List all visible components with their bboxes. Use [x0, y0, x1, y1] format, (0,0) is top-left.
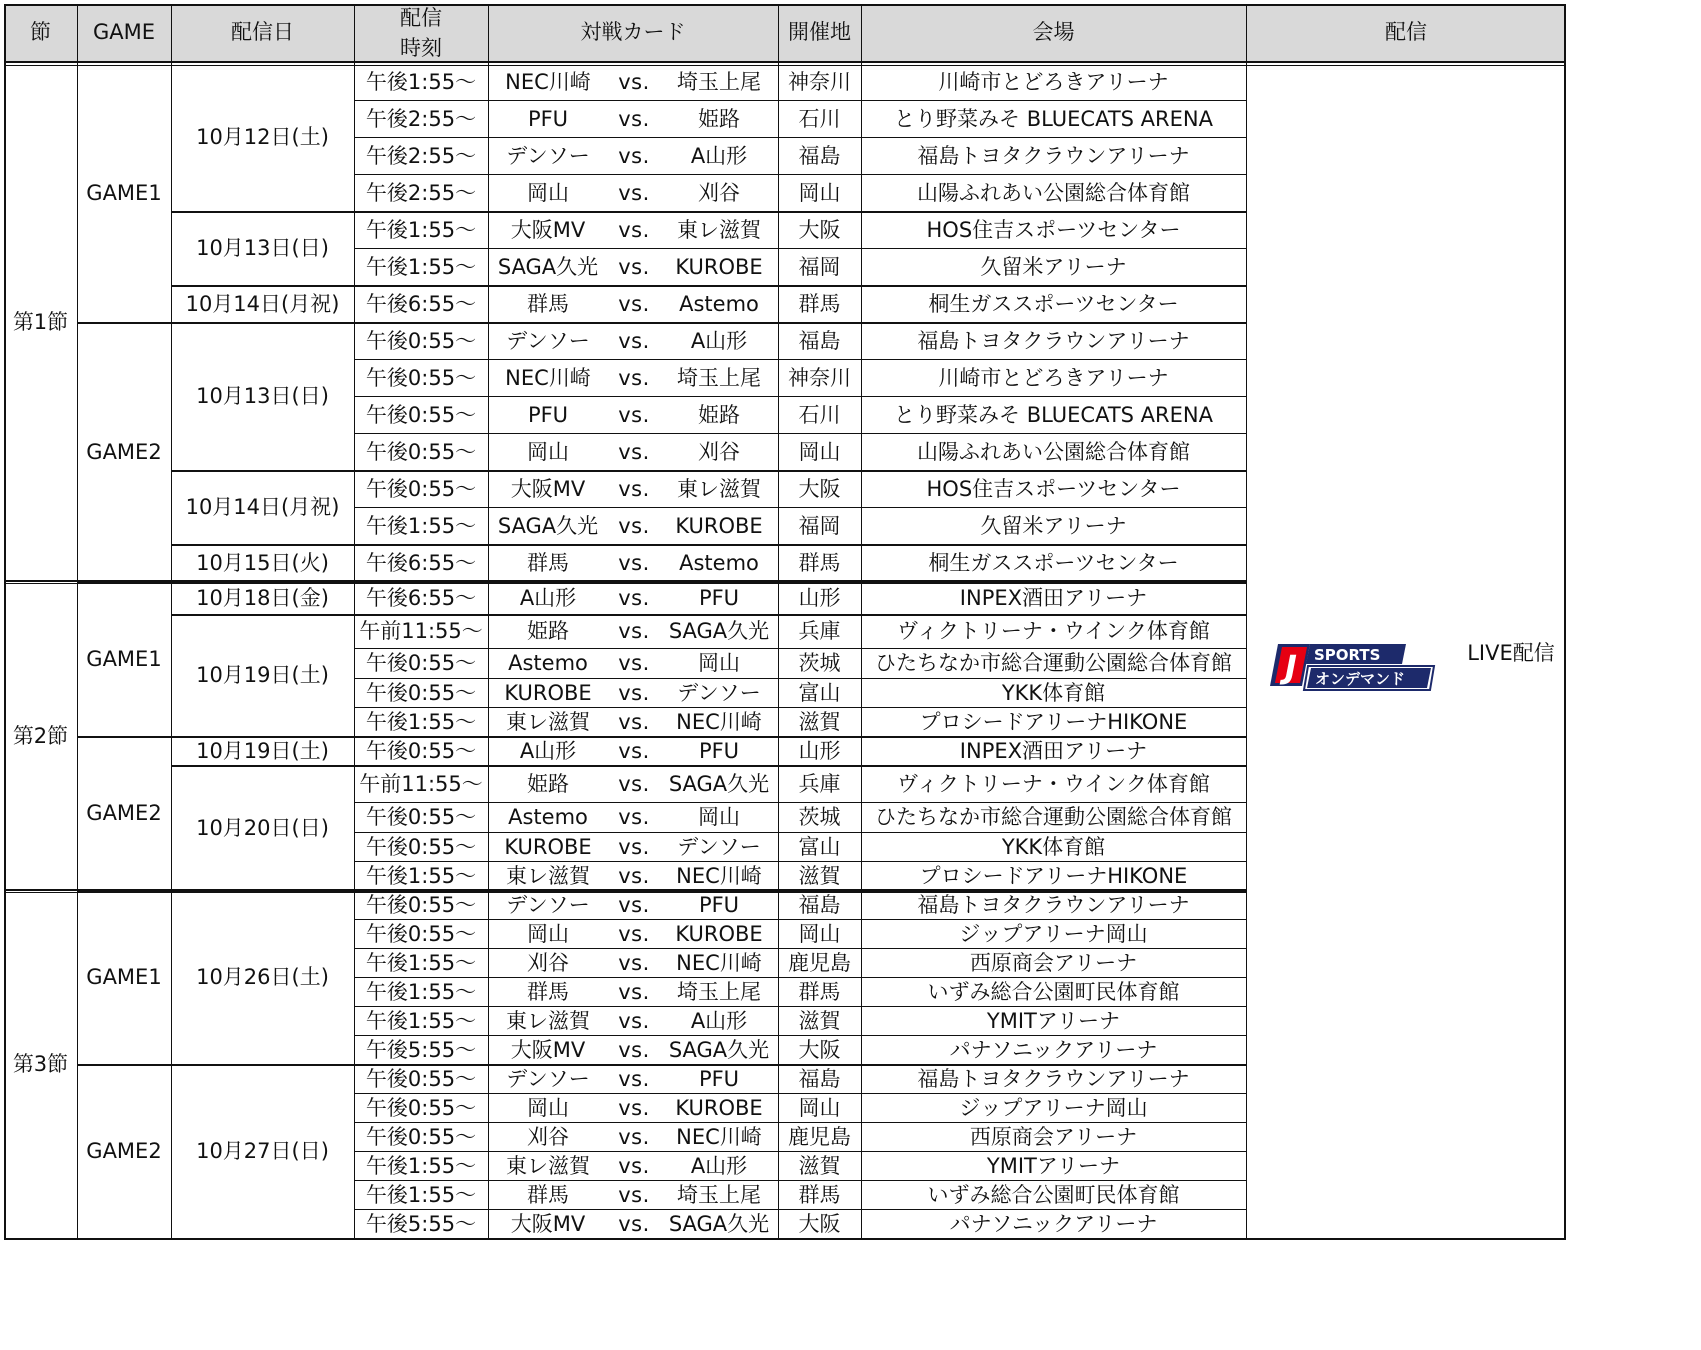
match-region: 石川 [798, 402, 841, 427]
match-venue: ひたちなか市総合運動公園総合体育館 [875, 805, 1232, 830]
broadcast-date: 10月19日(土) [196, 738, 329, 763]
home-team: 刈谷 [527, 1124, 569, 1149]
away-team: PFU [698, 738, 740, 763]
match-venue: YKK体育館 [1001, 680, 1106, 705]
home-team: 大阪MV [510, 476, 586, 501]
column-divider [171, 4, 172, 1239]
match-time: 午後1:55～ [365, 1153, 477, 1178]
home-team: NEC川崎 [505, 365, 591, 390]
match-time: 午後0:55～ [365, 738, 477, 763]
home-team: 東レ滋賀 [506, 863, 590, 888]
broadcast-date: 10月20日(日) [196, 815, 329, 840]
match-time: 午後1:55～ [365, 1008, 477, 1033]
header-time-line1: 配信 [400, 6, 442, 30]
match-venue: INPEX酒田アリーナ [959, 738, 1148, 763]
match-region: 富山 [798, 680, 841, 705]
match-region: 茨城 [798, 651, 841, 676]
round-label: 第2節 [12, 723, 69, 748]
broadcast-date: 10月15日(火) [196, 550, 329, 575]
match-region: 群馬 [798, 1182, 841, 1207]
match-venue: プロシードアリーナHIKONE [919, 863, 1188, 888]
vs-label: vs. [618, 402, 650, 427]
match-time: 午後2:55～ [365, 106, 477, 131]
match-region: 群馬 [798, 291, 841, 316]
vs-label: vs. [618, 328, 650, 353]
header-time-line2: 時刻 [400, 36, 442, 60]
home-team: 姫路 [527, 771, 569, 796]
away-team: 埼玉上尾 [677, 979, 761, 1004]
away-team: 埼玉上尾 [677, 69, 761, 94]
header-date: 配信日 [171, 4, 354, 62]
match-venue: YMITアリーナ [986, 1153, 1121, 1178]
match-region: 大阪 [798, 1211, 841, 1236]
match-time: 午前11:55～ [359, 771, 483, 796]
away-team: デンソー [677, 834, 761, 859]
away-team: SAGA久光 [668, 1211, 770, 1236]
match-venue: 福島トヨタクラウンアリーナ [917, 143, 1190, 168]
match-venue: いずみ総合公園町民体育館 [927, 979, 1180, 1004]
home-team: 群馬 [527, 1182, 569, 1207]
home-team: デンソー [506, 328, 590, 353]
game-label: GAME2 [86, 801, 162, 826]
match-time: 午後0:55～ [365, 834, 477, 859]
vs-label: vs. [618, 1066, 650, 1091]
match-venue: HOS住吉スポーツセンター [926, 217, 1181, 242]
match-time: 午後0:55～ [365, 365, 477, 390]
frame-bottom [4, 1238, 1566, 1240]
match-time: 午後0:55～ [365, 402, 477, 427]
away-team: PFU [698, 1066, 740, 1091]
broadcast-date: 10月13日(日) [196, 384, 329, 409]
broadcast-date: 10月13日(日) [196, 236, 329, 261]
match-region: 石川 [798, 106, 841, 131]
header-time [354, 4, 488, 62]
match-venue: 福島トヨタクラウンアリーナ [917, 892, 1190, 917]
away-team: Astemo [679, 291, 759, 316]
away-team: 刈谷 [698, 439, 740, 464]
match-venue: パナソニックアリーナ [949, 1037, 1158, 1062]
match-region: 滋賀 [798, 709, 841, 734]
match-venue: いずみ総合公園町民体育館 [927, 1182, 1180, 1207]
broadcast-date: 10月26日(土) [196, 965, 329, 990]
match-venue: 山陽ふれあい公園総合体育館 [917, 439, 1190, 464]
match-venue: YKK体育館 [1001, 834, 1106, 859]
home-team: 東レ滋賀 [506, 709, 590, 734]
match-time: 午後0:55～ [365, 1066, 477, 1091]
match-region: 滋賀 [798, 863, 841, 888]
match-time: 午後0:55～ [365, 328, 477, 353]
vs-label: vs. [618, 738, 650, 763]
home-team: PFU [527, 106, 569, 131]
header-bottom-inner [4, 65, 1566, 66]
home-team: Astemo [508, 651, 588, 676]
match-time: 午後5:55～ [365, 1037, 477, 1062]
away-team: 埼玉上尾 [677, 1182, 761, 1207]
match-time: 午後1:55～ [365, 979, 477, 1004]
match-region: 山形 [798, 585, 841, 610]
away-team: SAGA久光 [668, 619, 770, 644]
match-region: 岡山 [798, 921, 841, 946]
match-time: 午後0:55～ [365, 476, 477, 501]
match-region: 福島 [798, 143, 841, 168]
column-divider [778, 4, 779, 1239]
match-region: 岡山 [798, 439, 841, 464]
vs-label: vs. [618, 1124, 650, 1149]
header-bottom [4, 61, 1566, 63]
match-venue: 久留米アリーナ [980, 254, 1127, 279]
vs-label: vs. [618, 550, 650, 575]
vs-label: vs. [618, 863, 650, 888]
home-team: 群馬 [527, 979, 569, 1004]
vs-label: vs. [618, 106, 650, 131]
away-team: KUROBE [675, 254, 763, 279]
game-label: GAME1 [86, 965, 162, 990]
column-divider [1246, 4, 1247, 1239]
away-team: 姫路 [698, 106, 740, 131]
header-matchup: 対戦カード [488, 4, 778, 62]
match-time: 午後1:55～ [365, 254, 477, 279]
frame-top [4, 4, 1566, 6]
match-venue: ジップアリーナ岡山 [959, 921, 1148, 946]
home-team: Astemo [508, 805, 588, 830]
match-venue: INPEX酒田アリーナ [959, 585, 1148, 610]
vs-label: vs. [618, 651, 650, 676]
column-divider [488, 4, 489, 1239]
match-venue: HOS住吉スポーツセンター [926, 476, 1181, 501]
round-label: 第1節 [12, 310, 69, 335]
match-time: 午後0:55～ [365, 892, 477, 917]
match-time: 午後1:55～ [365, 863, 477, 888]
match-venue: 川崎市とどろきアリーナ [938, 365, 1169, 390]
match-region: 茨城 [798, 805, 841, 830]
match-venue: ひたちなか市総合運動公園総合体育館 [875, 651, 1232, 676]
vs-label: vs. [618, 439, 650, 464]
home-team: KUROBE [504, 834, 592, 859]
match-venue: ヴィクトリーナ・ウインク体育館 [897, 619, 1210, 644]
match-time: 午後6:55～ [365, 585, 477, 610]
away-team: 姫路 [698, 402, 740, 427]
broadcast-date: 10月12日(土) [196, 125, 329, 150]
column-divider [1564, 4, 1566, 1239]
match-venue: とり野菜みそ BLUECATS ARENA [894, 106, 1213, 131]
game-label: GAME1 [86, 646, 162, 671]
match-venue: 桐生ガススポーツセンター [928, 291, 1179, 316]
away-team: 埼玉上尾 [677, 365, 761, 390]
match-region: 兵庫 [798, 619, 841, 644]
match-time: 午後0:55～ [365, 680, 477, 705]
match-venue: 久留米アリーナ [980, 513, 1127, 538]
match-region: 兵庫 [798, 771, 841, 796]
match-venue: 西原商会アリーナ [969, 1124, 1138, 1149]
away-team: PFU [698, 585, 740, 610]
vs-label: vs. [618, 1037, 650, 1062]
match-time: 午後0:55～ [365, 805, 477, 830]
column-divider [77, 4, 78, 1239]
vs-label: vs. [618, 217, 650, 242]
match-venue: プロシードアリーナHIKONE [919, 709, 1188, 734]
match-region: 富山 [798, 834, 841, 859]
j-sports-ondemand-logo [1268, 640, 1436, 694]
match-region: 福岡 [798, 513, 841, 538]
match-region: 岡山 [798, 180, 841, 205]
match-time: 午後1:55～ [365, 217, 477, 242]
vs-label: vs. [618, 771, 650, 796]
game-label: GAME2 [86, 1139, 162, 1164]
vs-label: vs. [618, 619, 650, 644]
logo-j-text: J [1285, 648, 1297, 686]
away-team: A山形 [690, 1008, 748, 1033]
home-team: SAGA久光 [497, 513, 599, 538]
home-team: 岡山 [527, 1095, 569, 1120]
match-time: 午後1:55～ [365, 950, 477, 975]
header-venue: 会場 [861, 4, 1246, 62]
match-venue: 山陽ふれあい公園総合体育館 [917, 180, 1190, 205]
match-region: 福島 [798, 1066, 841, 1091]
round-label: 第3節 [12, 1052, 69, 1077]
home-team: A山形 [519, 585, 577, 610]
vs-label: vs. [618, 892, 650, 917]
away-team: デンソー [677, 680, 761, 705]
home-team: 姫路 [527, 619, 569, 644]
header-setsu: 節 [4, 4, 77, 62]
live-stream-label: LIVE配信 [1467, 641, 1555, 666]
match-time: 午後1:55～ [365, 513, 477, 538]
match-venue: とり野菜みそ BLUECATS ARENA [894, 402, 1213, 427]
away-team: KUROBE [675, 513, 763, 538]
match-time: 午後0:55～ [365, 651, 477, 676]
home-team: 大阪MV [510, 217, 586, 242]
vs-label: vs. [618, 834, 650, 859]
broadcast-date: 10月19日(土) [196, 663, 329, 688]
away-team: NEC川崎 [676, 709, 762, 734]
home-team: 大阪MV [510, 1211, 586, 1236]
away-team: NEC川崎 [676, 1124, 762, 1149]
match-venue: 川崎市とどろきアリーナ [938, 69, 1169, 94]
home-team: 岡山 [527, 180, 569, 205]
column-divider [861, 4, 862, 1239]
vs-label: vs. [618, 585, 650, 610]
vs-label: vs. [618, 1211, 650, 1236]
match-time: 午後0:55～ [365, 1124, 477, 1149]
away-team: 刈谷 [698, 180, 740, 205]
match-region: 群馬 [798, 550, 841, 575]
match-time: 午後1:55～ [365, 69, 477, 94]
match-region: 神奈川 [788, 69, 851, 94]
game-label: GAME1 [86, 180, 162, 205]
match-time: 午後6:55～ [365, 550, 477, 575]
home-team: 群馬 [527, 550, 569, 575]
match-region: 滋賀 [798, 1153, 841, 1178]
match-venue: パナソニックアリーナ [949, 1211, 1158, 1236]
match-time: 午後0:55～ [365, 1095, 477, 1120]
broadcast-date: 10月14日(月祝) [185, 495, 340, 520]
vs-label: vs. [618, 254, 650, 279]
vs-label: vs. [618, 365, 650, 390]
vs-label: vs. [618, 921, 650, 946]
match-region: 福岡 [798, 254, 841, 279]
vs-label: vs. [618, 291, 650, 316]
vs-label: vs. [618, 1008, 650, 1033]
match-venue: YMITアリーナ [986, 1008, 1121, 1033]
home-team: 大阪MV [510, 1037, 586, 1062]
home-team: A山形 [519, 738, 577, 763]
vs-label: vs. [618, 476, 650, 501]
home-team: PFU [527, 402, 569, 427]
away-team: KUROBE [675, 1095, 763, 1120]
vs-label: vs. [618, 69, 650, 94]
away-team: 岡山 [698, 651, 740, 676]
broadcast-date: 10月27日(日) [196, 1139, 329, 1164]
match-region: 鹿児島 [788, 1124, 851, 1149]
match-venue: 福島トヨタクラウンアリーナ [917, 328, 1190, 353]
header-stream: 配信 [1246, 4, 1566, 62]
home-team: KUROBE [504, 680, 592, 705]
vs-label: vs. [618, 1095, 650, 1120]
away-team: 東レ滋賀 [677, 476, 761, 501]
broadcast-date: 10月14日(月祝) [185, 291, 340, 316]
match-time: 午後2:55～ [365, 143, 477, 168]
match-region: 大阪 [798, 476, 841, 501]
column-divider [4, 4, 6, 1239]
match-region: 岡山 [798, 1095, 841, 1120]
match-time: 午前11:55～ [359, 619, 483, 644]
header-game: GAME [77, 4, 171, 62]
match-region: 大阪 [798, 1037, 841, 1062]
home-team: 東レ滋賀 [506, 1008, 590, 1033]
home-team: 岡山 [527, 921, 569, 946]
away-team: SAGA久光 [668, 771, 770, 796]
vs-label: vs. [618, 805, 650, 830]
match-time: 午後0:55～ [365, 439, 477, 464]
vs-label: vs. [618, 950, 650, 975]
match-time: 午後1:55～ [365, 1182, 477, 1207]
home-team: SAGA久光 [497, 254, 599, 279]
match-time: 午後6:55～ [365, 291, 477, 316]
home-team: 刈谷 [527, 950, 569, 975]
away-team: Astemo [679, 550, 759, 575]
match-region: 神奈川 [788, 365, 851, 390]
away-team: NEC川崎 [676, 863, 762, 888]
home-team: デンソー [506, 1066, 590, 1091]
match-venue: 福島トヨタクラウンアリーナ [917, 1066, 1190, 1091]
away-team: KUROBE [675, 921, 763, 946]
match-region: 山形 [798, 738, 841, 763]
j-sports-logo-icon [1268, 640, 1436, 694]
away-team: 岡山 [698, 805, 740, 830]
game-label: GAME2 [86, 439, 162, 464]
vs-label: vs. [618, 680, 650, 705]
home-team: デンソー [506, 143, 590, 168]
match-region: 福島 [798, 892, 841, 917]
home-team: 岡山 [527, 439, 569, 464]
match-venue: ジップアリーナ岡山 [959, 1095, 1148, 1120]
home-team: 群馬 [527, 291, 569, 316]
home-team: デンソー [506, 892, 590, 917]
away-team: SAGA久光 [668, 1037, 770, 1062]
away-team: A山形 [690, 328, 748, 353]
match-region: 群馬 [798, 979, 841, 1004]
match-time: 午後2:55～ [365, 180, 477, 205]
match-time: 午後0:55～ [365, 921, 477, 946]
away-team: 東レ滋賀 [677, 217, 761, 242]
logo-sports-text: SPORTS [1314, 646, 1381, 664]
vs-label: vs. [618, 709, 650, 734]
match-region: 大阪 [798, 217, 841, 242]
match-region: 福島 [798, 328, 841, 353]
logo-ondemand-text: オンデマンド [1315, 670, 1406, 688]
vs-label: vs. [618, 1153, 650, 1178]
match-venue: ヴィクトリーナ・ウインク体育館 [897, 771, 1210, 796]
match-time: 午後5:55～ [365, 1211, 477, 1236]
vs-label: vs. [618, 143, 650, 168]
away-team: NEC川崎 [676, 950, 762, 975]
match-venue: 西原商会アリーナ [969, 950, 1138, 975]
broadcast-date: 10月18日(金) [196, 585, 329, 610]
vs-label: vs. [618, 180, 650, 205]
home-team: NEC川崎 [505, 69, 591, 94]
away-team: A山形 [690, 1153, 748, 1178]
away-team: A山形 [690, 143, 748, 168]
away-team: PFU [698, 892, 740, 917]
match-region: 鹿児島 [788, 950, 851, 975]
match-region: 滋賀 [798, 1008, 841, 1033]
vs-label: vs. [618, 1182, 650, 1207]
vs-label: vs. [618, 979, 650, 1004]
header-region: 開催地 [778, 4, 861, 62]
vs-label: vs. [618, 513, 650, 538]
column-divider [354, 4, 355, 1239]
match-time: 午後1:55～ [365, 709, 477, 734]
match-venue: 桐生ガススポーツセンター [928, 550, 1179, 575]
home-team: 東レ滋賀 [506, 1153, 590, 1178]
